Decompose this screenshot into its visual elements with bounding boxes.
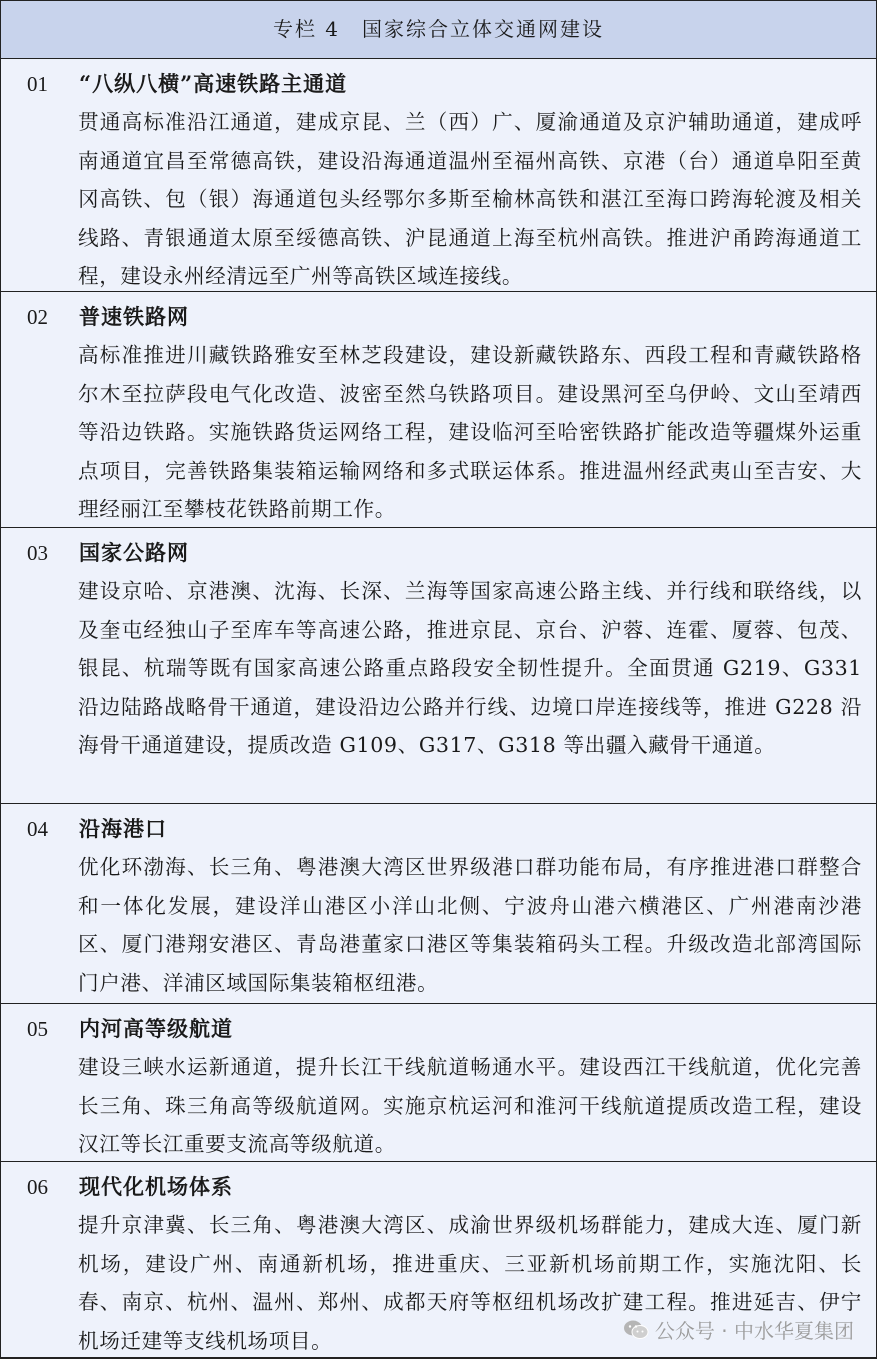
section-body: 提升京津冀、长三角、粤港澳大湾区、成渝世界级机场群能力，建成大连、厦门新机场，建设广州、南通新机场，推进重庆、三亚新机场前期工作，实施沈阳、长春、南京、杭州、温州、郑州、成都天府等枢纽机场改扩建工程。推进延吉、伊宁机场迁建等支线机场项目。 — [78, 1213, 862, 1353]
section-title: “八纵八横”高速铁路主通道 — [79, 71, 348, 96]
watermark — [623, 1315, 854, 1344]
section-regular-rail — [1, 292, 876, 528]
section-title: 沿海港口 — [79, 816, 167, 841]
box-title: 专栏 4 国家综合立体交通网建设 — [272, 17, 605, 41]
wechat-icon — [623, 1319, 649, 1341]
section-high-speed-rail — [1, 59, 876, 292]
section-body: 高标准推进川藏铁路雅安至林芝段建设，建设新藏铁路东、西段工程和青藏铁路格尔木至拉萨段电气化改造、波密至然乌铁路项目。建设黑河至乌伊岭、文山至靖西等沿边铁路。实施铁路货运网络工程，建设临河至哈密铁路扩能改造等疆煤外运重点项目，完善铁路集装箱运输网络和多式联运体系。推进温州经武夷山至吉安、大理经丽江至攀枝花铁路前期工作。 — [78, 343, 862, 521]
section-title: 国家公路网 — [79, 540, 189, 565]
section-coastal-ports — [1, 804, 876, 1004]
section-national-highway — [1, 528, 876, 804]
section-number: 06 — [27, 1175, 48, 1199]
section-title: 普速铁路网 — [79, 304, 189, 329]
section-inland-waterways — [1, 1004, 876, 1162]
section-number: 04 — [27, 817, 48, 841]
section-body: 建设京哈、京港澳、沈海、长深、兰海等国家高速公路主线、并行线和联络线，以及奎屯经独山子至库车等高速公路，推进京昆、京台、沪蓉、连霍、厦蓉、包茂、银昆、杭瑞等既有国家高速公路重点路段安全韧性提升。全面贯通 G219、G331 沿边陆路战略骨干通道，建设沿边公路并行线、边境口岸连接线等，推进 G228 沿海骨干通道建设，提质改造 G109、G317、G318 等出疆入藏骨干通道。 — [78, 579, 862, 757]
section-number: 01 — [27, 72, 48, 96]
section-body: 贯通高标准沿江通道，建成京昆、兰（西）广、厦渝通道及京沪辅助通道，建成呼南通道宜昌至常德高铁，建设沿海通道温州至福州高铁、京港（台）通道阜阳至黄冈高铁、包（银）海通道包头经鄂尔多斯至榆林高铁和湛江至海口跨海轮渡及相关线路、青银通道太原至绥德高铁、沪昆通道上海至杭州高铁。推进沪甬跨海通道工程，建设永州经清远至广州等高铁区域连接线。 — [78, 110, 862, 288]
section-body: 优化环渤海、长三角、粤港澳大湾区世界级港口群功能布局，有序推进港口群整合和一体化发展，建设洋山港区小洋山北侧、宁波舟山港六横港区、广州港南沙港区、厦门港翔安港区、青岛港董家口港区等集装箱码头工程。升级改造北部湾国际门户港、洋浦区域国际集装箱枢纽港。 — [78, 855, 862, 995]
section-number: 02 — [27, 305, 48, 329]
section-title: 现代化机场体系 — [79, 1174, 233, 1199]
section-title: 内河高等级航道 — [79, 1016, 233, 1041]
section-body: 建设三峡水运新通道，提升长江干线航道畅通水平。建设西江干线航道，优化完善长三角、珠三角高等级航道网。实施京杭运河和淮河干线航道提质改造工程，建设汉江等长江重要支流高等级航道。 — [78, 1055, 862, 1156]
section-number: 05 — [27, 1017, 48, 1041]
section-number: 03 — [27, 541, 48, 565]
box-header — [1, 1, 876, 59]
watermark-text: 公众号 · 中水华夏集团 — [654, 1319, 854, 1343]
